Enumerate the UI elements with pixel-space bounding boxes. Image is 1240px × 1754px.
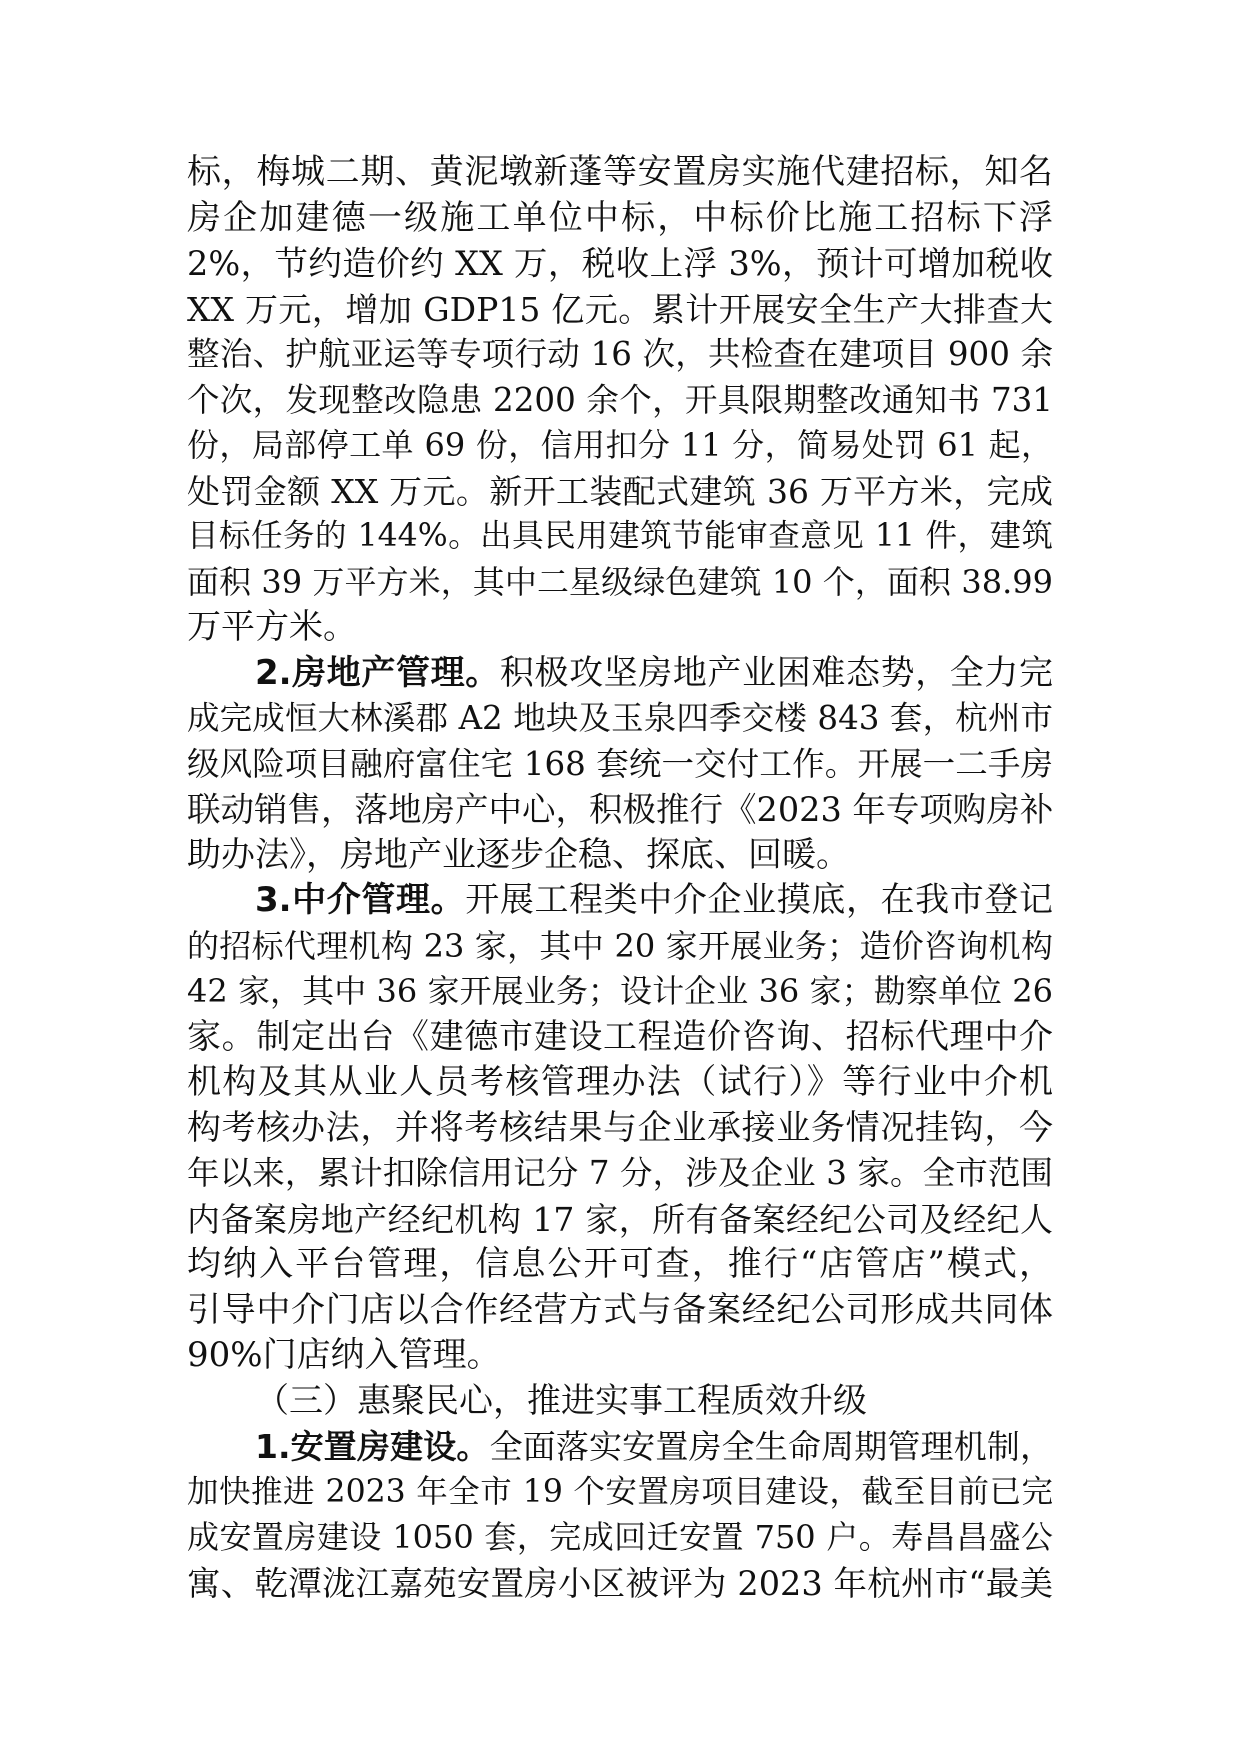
paragraph-resettlement-housing	[187, 1424, 1053, 1606]
text-line: 寓、乾潭泷江嘉苑安置房小区被评为 2023 年杭州市“最美	[187, 1563, 1053, 1603]
text-line: 整治、护航亚运等专项行动 16 次，共检查在建项目 900 余	[187, 335, 1053, 373]
text-line: 年以来，累计扣除信用记分 7 分，涉及企业 3 家。全市范围	[187, 1154, 1053, 1192]
text-line: 均纳入平台管理，信息公开可查，推行“店管店”模式，	[187, 1244, 1053, 1284]
text-line: 处罚金额 XX 万元。新开工装配式建筑 36 万平方米，完成	[187, 471, 1053, 511]
text-line: 份，局部停工单 69 份，信用扣分 11 分，简易处罚 61 起，	[187, 426, 1053, 464]
text-line: 90%门店纳入管理。	[187, 1335, 501, 1375]
text-line: 房企加建德一级施工单位中标，中标价比施工招标下浮	[187, 197, 1053, 238]
text-run: 全面落实安置房全生命周期管理机制，	[489, 1427, 1054, 1466]
text-line: 联动销售，落地房产中心，积极推行《2023 年专项购房补	[187, 790, 1054, 829]
paragraph-construction-management	[187, 150, 1053, 651]
text-line: 助办法》，房地产业逐步企稳、探底、回暖。	[187, 834, 850, 875]
paragraph-intermediary-management	[187, 878, 1053, 1379]
paragraph-heading: 3.中介管理。	[255, 880, 466, 920]
text-line: 家。制定出台《建德市建设工程造价咨询、招标代理中介	[187, 1016, 1053, 1057]
text-line: 构考核办法，并将考核结果与企业承接业务情况挂钩，今	[187, 1107, 1053, 1148]
text-line: 42 家，其中 36 家开展业务；设计企业 36 家；勘察单位 26	[187, 972, 1053, 1010]
text-line: 个次，发现整改隐患 2200 余个，开具限期整改通知书 731	[187, 380, 1053, 419]
text-line: 级风险项目融府富住宅 168 套统一交付工作。开展一二手房	[187, 744, 1053, 783]
text-line	[187, 1424, 1053, 1470]
text-line: 面积 39 万平方米，其中二星级绿色建筑 10 个，面积 38.99	[187, 562, 1053, 601]
text-line: XX 万元，增加 GDP15 亿元。累计开展安全生产大排查大	[187, 289, 1053, 329]
text-line	[187, 878, 1053, 924]
text-line: 成完成恒大林溪郡 A2 地块及玉泉四季交楼 843 套，杭州市	[187, 699, 1053, 737]
paragraph-heading: 2.房地产管理。	[255, 652, 500, 693]
text-line: 引导中介门店以合作经营方式与备案经纪公司形成共同体	[187, 1289, 1053, 1330]
text-run: 积极攻坚房地产业困难态势，全力完	[499, 652, 1053, 693]
text-line: 2%，节约造价约 XX 万，税收上浮 3%，预计可增加税收	[187, 244, 1053, 283]
text-line: 内备案房地产经纪机构 17 家，所有备案经纪公司及经纪人	[187, 1199, 1053, 1239]
paragraph-real-estate-management	[187, 651, 1053, 879]
text-line: 成安置房建设 1050 套，完成回迁安置 750 户。寿昌昌盛公	[187, 1518, 1053, 1556]
text-line: 目标任务的 144%。出具民用建筑节能审查意见 11 件，建筑	[187, 518, 1053, 554]
text-line: 万平方米。	[187, 607, 357, 647]
text-run: 开展工程类中介企业摸底，在我市登记	[465, 880, 1053, 920]
text-line: 的招标代理机构 23 家，其中 20 家开展业务；造价咨询机构	[187, 926, 1053, 965]
paragraph-heading: 1.安置房建设。	[255, 1427, 490, 1466]
text-line: 加快推进 2023 年全市 19 个安置房项目建设，截至目前已完	[187, 1473, 1053, 1510]
text-line: 标，梅城二期、黄泥墩新蓬等安置房实施代建招标，知名	[187, 152, 1053, 192]
section-heading: （三）惠聚民心，推进实事工程质效升级	[255, 1380, 867, 1421]
document-body	[187, 150, 1053, 1606]
text-line	[187, 651, 1053, 697]
text-line: 机构及其从业人员考核管理办法（试行）》等行业中介机	[187, 1062, 1053, 1102]
